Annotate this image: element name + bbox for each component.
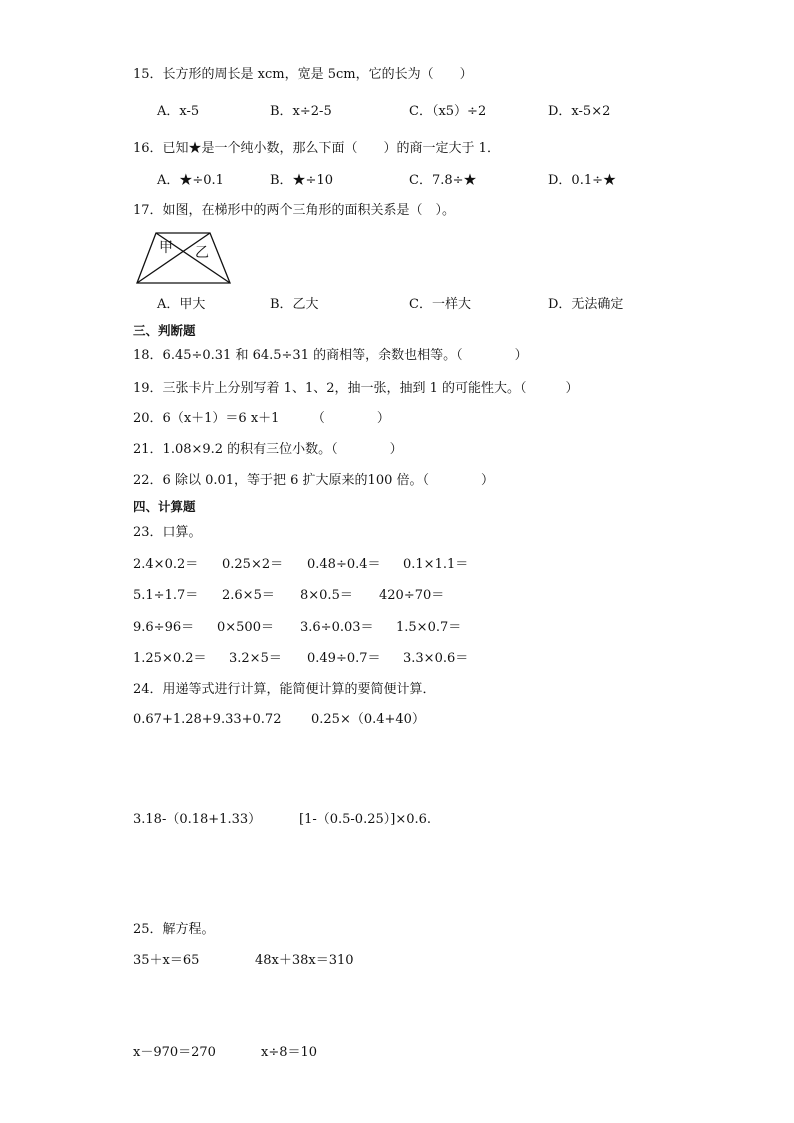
question-15-stem: 15．长方形的周长是 xcm，宽是 5cm，它的长为（ ） [133,67,473,82]
equation-1: 35＋x＝65 [133,953,200,968]
question-16-option-d: D．0.1÷★ [548,173,616,188]
oral-calc-item: 0.49÷0.7＝ [307,651,381,666]
oral-calc-item: 420÷70＝ [379,588,445,603]
question-16-stem: 16．已知★是一个纯小数，那么下面（ ）的商一定大于 1． [133,141,500,156]
oral-calc-item: 5.1÷1.7＝ [133,588,199,603]
question-17-option-d: D．无法确定 [548,297,624,312]
question-17-option-b: B．乙大 [270,297,319,312]
question-23-stem: 23．口算。 [133,525,202,540]
question-25-stem: 25．解方程。 [133,922,215,937]
oral-calc-item: 0×500＝ [217,620,274,635]
question-17-option-a: A．甲大 [157,297,206,312]
question-17-stem: 17．如图，在梯形中的两个三角形的面积关系是（ ）。 [133,203,456,218]
label-jia: 甲 [159,240,173,256]
question-16-option-b: B．★÷10 [270,173,333,188]
oral-calc-item: 1.5×0.7＝ [396,620,462,635]
trapezoid-outline [137,233,230,283]
question-22: 22．6 除以 0.01，等于把 6 扩大原来的100 倍。（ ） [133,473,495,488]
equation-3: x－970＝270 [133,1045,216,1060]
oral-calc-item: 9.6÷96＝ [133,620,195,635]
question-16-option-c: C．7.8÷★ [409,173,477,188]
label-yi: 乙 [195,245,209,261]
oral-calc-item: 0.25×2＝ [222,557,284,572]
expression-4: [1-（0.5-0.25）]×0.6. [299,812,432,827]
trapezoid-figure [134,230,234,286]
question-15-option-b: B．x÷2-5 [270,104,332,119]
oral-calc-item: 2.4×0.2＝ [133,557,199,572]
oral-calc-item: 3.6÷0.03＝ [300,620,374,635]
expression-3: 3.18-（0.18+1.33） [133,812,262,827]
question-15-option-a: A．x-5 [157,104,200,119]
question-15-option-c: C．（x5）÷2 [409,104,487,119]
question-19: 19．三张卡片上分别写着 1、1、2，抽一张，抽到 1 的可能性大。（ ） [133,381,579,396]
question-15-option-d: D．x-5×2 [548,104,611,119]
oral-calc-item: 1.25×0.2＝ [133,651,207,666]
oral-calc-item: 0.48÷0.4＝ [307,557,381,572]
equation-4: x÷8＝10 [261,1045,318,1060]
question-16-option-a: A．★÷0.1 [157,173,224,188]
expression-1: 0.67+1.28+9.33+0.72 [133,712,282,727]
oral-calc-item: 3.3×0.6＝ [403,651,469,666]
question-21: 21．1.08×9.2 的积有三位小数。（ ） [133,442,403,457]
question-17-option-c: C．一样大 [409,297,471,312]
expression-2: 0.25×（0.4+40） [311,712,425,727]
section-3-heading: 三、判断题 [133,323,196,338]
equation-2: 48x＋38x＝310 [255,953,354,968]
question-18: 18．6.45÷0.31 和 64.5÷31 的商相等，余数也相等。（ ） [133,348,528,363]
oral-calc-item: 3.2×5＝ [229,651,282,666]
question-24-stem: 24．用递等式进行计算，能简便计算的要简便计算． [133,682,436,697]
question-20: 20．6（x＋1）＝6 x＋1 （ ） [133,411,390,426]
oral-calc-item: 2.6×5＝ [222,588,275,603]
section-4-heading: 四、计算题 [133,499,196,514]
oral-calc-item: 8×0.5＝ [300,588,353,603]
oral-calc-item: 0.1×1.1＝ [403,557,469,572]
